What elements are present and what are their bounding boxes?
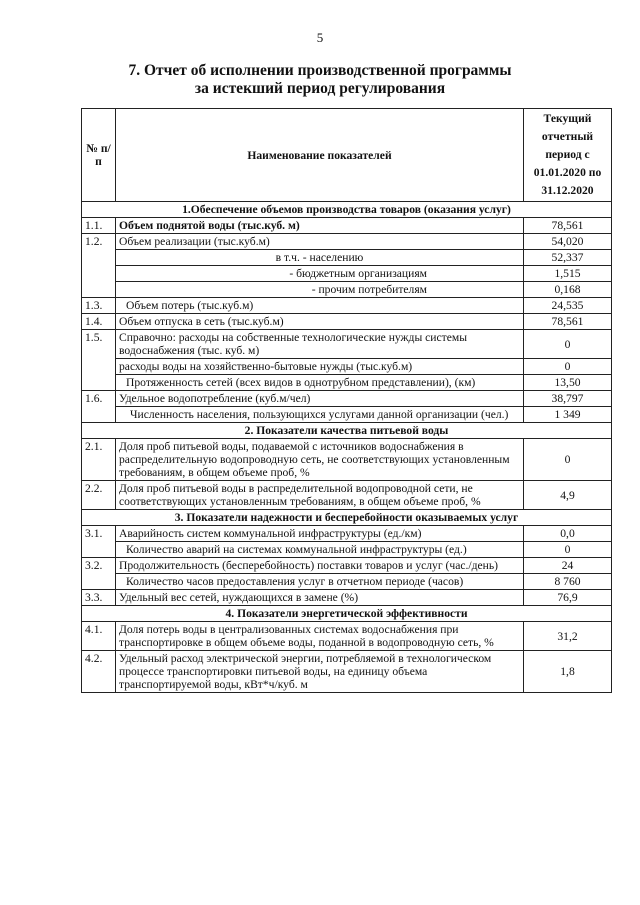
title-line-2: за истекший период регулирования bbox=[194, 80, 446, 97]
row-value: 0,0 bbox=[524, 526, 612, 542]
row-name: Доля проб питьевой воды в распределительной водопроводной сети, не соответствующих установленным требованиям, в общем объеме проб, % bbox=[116, 481, 524, 510]
header-row bbox=[82, 109, 612, 202]
table-row bbox=[82, 407, 612, 423]
table-row bbox=[82, 481, 612, 510]
table-row bbox=[82, 375, 612, 391]
header-name: Наименование показателей bbox=[116, 109, 524, 202]
row-name: Доля потерь воды в централизованных системах водоснабжения при транспортировке в общем объеме воды, поданной в водопроводную сеть, % bbox=[116, 622, 524, 651]
row-name: Продолжительность (бесперебойность) поставки товаров и услуг (час./день) bbox=[116, 558, 524, 574]
section-row bbox=[82, 510, 612, 526]
row-name: Численность населения, пользующихся услугами данной организации (чел.) bbox=[116, 407, 524, 423]
row-number: 3.1. bbox=[82, 526, 116, 558]
row-value: 78,561 bbox=[524, 218, 612, 234]
report-table bbox=[81, 108, 612, 693]
row-name: Аварийность систем коммунальной инфраструктуры (ед./км) bbox=[116, 526, 524, 542]
row-name: Объем реализации (тыс.куб.м) bbox=[116, 234, 524, 250]
row-value: 24 bbox=[524, 558, 612, 574]
row-number: 4.1. bbox=[82, 622, 116, 651]
row-name: Доля проб питьевой воды, подаваемой с источников водоснабжения в распределительную водопроводную сеть, не соответствующих установленным требованиям, в общем объеме проб, % bbox=[116, 439, 524, 481]
table-row bbox=[82, 314, 612, 330]
row-number: 2.1. bbox=[82, 439, 116, 481]
row-value: 54,020 bbox=[524, 234, 612, 250]
row-value: 1,8 bbox=[524, 651, 612, 693]
header-num: № п/п bbox=[82, 109, 116, 202]
row-value: 8 760 bbox=[524, 574, 612, 590]
row-value: 38,797 bbox=[524, 391, 612, 407]
page-title bbox=[100, 62, 540, 98]
row-value: 78,561 bbox=[524, 314, 612, 330]
table-row bbox=[82, 574, 612, 590]
row-number: 1.3. bbox=[82, 298, 116, 314]
table-row bbox=[82, 542, 612, 558]
table-row bbox=[82, 330, 612, 359]
row-value: 1,515 bbox=[524, 266, 612, 282]
table-row bbox=[82, 526, 612, 542]
row-name: - бюджетным организациям bbox=[116, 266, 524, 282]
table-row bbox=[82, 298, 612, 314]
table-row bbox=[82, 558, 612, 574]
row-value: 0 bbox=[524, 330, 612, 359]
row-number: 1.6. bbox=[82, 391, 116, 423]
row-value: 52,337 bbox=[524, 250, 612, 266]
section-3-title: 3. Показатели надежности и бесперебойности оказываемых услуг bbox=[82, 510, 612, 526]
row-number: 3.2. bbox=[82, 558, 116, 590]
header-period: Текущий отчетный период с 01.01.2020 по 31.12.2020 bbox=[524, 109, 612, 202]
row-number: 3.3. bbox=[82, 590, 116, 606]
row-number: 1.4. bbox=[82, 314, 116, 330]
table-row bbox=[82, 234, 612, 250]
row-value: 0 bbox=[524, 359, 612, 375]
row-name: Объем потерь (тыс.куб.м) bbox=[116, 298, 524, 314]
section-4-title: 4. Показатели энергетической эффективности bbox=[82, 606, 612, 622]
row-value: 4,9 bbox=[524, 481, 612, 510]
table-row bbox=[82, 266, 612, 282]
table-row bbox=[82, 622, 612, 651]
row-number: 4.2. bbox=[82, 651, 116, 693]
row-name: Удельное водопотребление (куб.м/чел) bbox=[116, 391, 524, 407]
row-value: 0,168 bbox=[524, 282, 612, 298]
section-row bbox=[82, 423, 612, 439]
section-row bbox=[82, 606, 612, 622]
row-value: 24,535 bbox=[524, 298, 612, 314]
row-value: 0 bbox=[524, 542, 612, 558]
row-name: Количество аварий на системах коммунальной инфраструктуры (ед.) bbox=[116, 542, 524, 558]
title-line-1: 7. Отчет об исполнении производственной программы bbox=[128, 62, 512, 79]
row-value: 13,50 bbox=[524, 375, 612, 391]
row-number: 2.2. bbox=[82, 481, 116, 510]
row-number: 1.2. bbox=[82, 234, 116, 298]
section-row bbox=[82, 202, 612, 218]
table-row bbox=[82, 250, 612, 266]
row-value: 1 349 bbox=[524, 407, 612, 423]
row-value: 0 bbox=[524, 439, 612, 481]
table-row bbox=[82, 439, 612, 481]
table-row bbox=[82, 590, 612, 606]
row-name: Протяженность сетей (всех видов в однотрубном представлении), (км) bbox=[116, 375, 524, 391]
row-value: 31,2 bbox=[524, 622, 612, 651]
row-name: Объем поднятой воды (тыс.куб. м) bbox=[116, 218, 524, 234]
section-1-title: 1.Обеспечение объемов производства товаров (оказания услуг) bbox=[82, 202, 612, 218]
row-number: 1.1. bbox=[82, 218, 116, 234]
row-name: расходы воды на хозяйственно-бытовые нужды (тыс.куб.м) bbox=[116, 359, 524, 375]
row-name: - прочим потребителям bbox=[116, 282, 524, 298]
page-number: 5 bbox=[316, 30, 324, 45]
row-name: Количество часов предоставления услуг в отчетном периоде (часов) bbox=[116, 574, 524, 590]
row-name: Справочно: расходы на собственные технологические нужды системы водоснабжения (тыс. куб. м) bbox=[116, 330, 524, 359]
row-name: Удельный расход электрической энергии, потребляемой в технологическом процессе транспортировки питьевой воды, на единицу объема транспортируемой воды, кВт*ч/куб. м bbox=[116, 651, 524, 693]
row-name: Удельный вес сетей, нуждающихся в замене (%) bbox=[116, 590, 524, 606]
table-row bbox=[82, 651, 612, 693]
row-name: Объем отпуска в сеть (тыс.куб.м) bbox=[116, 314, 524, 330]
section-2-title: 2. Показатели качества питьевой воды bbox=[82, 423, 612, 439]
table-row bbox=[82, 359, 612, 375]
table-row bbox=[82, 282, 612, 298]
row-name: в т.ч. - населению bbox=[116, 250, 524, 266]
table-row bbox=[82, 391, 612, 407]
row-value: 76,9 bbox=[524, 590, 612, 606]
table-row bbox=[82, 218, 612, 234]
row-number: 1.5. bbox=[82, 330, 116, 391]
